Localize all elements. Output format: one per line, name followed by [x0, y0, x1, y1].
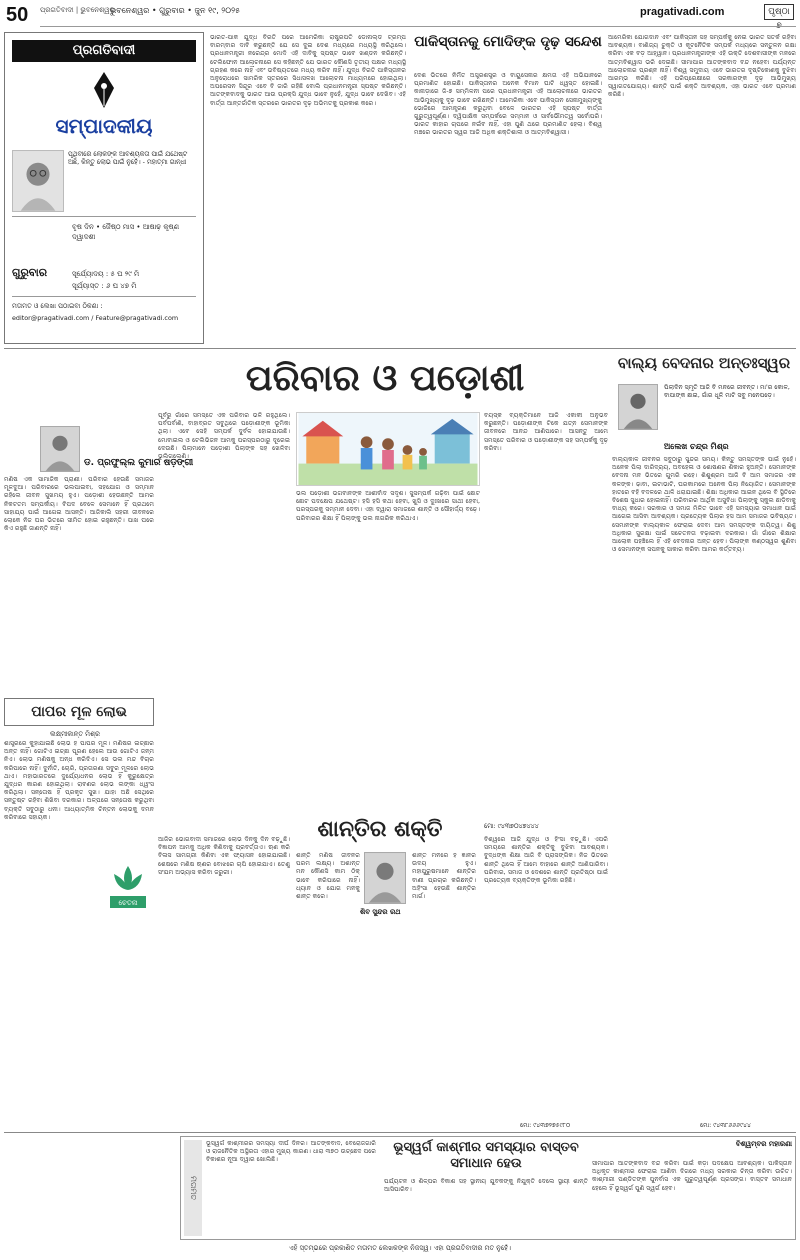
- divider: [40, 26, 796, 27]
- editorial-column-2: ଦେଶ ଭିତରେ ନିର୍ମିତ ଅସ୍ତ୍ରଶସ୍ତ୍ର ଓ ବାୟୁସେନାର କ୍ଷମତା ଏହି ଅଭିଯାନରେ ପ୍ରମାଣିତ ହୋଇଛି। ପାକିସ୍ତାନର ଅନେକ ବିମାନ ଘାଟି ଧ୍ୱସ୍ତ ହୋଇଛି। କାନାଡ଼ାରେ ଜି-୭ ସମ୍ମିଳନୀ ପରେ ପ୍ରଧାନମନ୍ତ୍ରୀ ଏହି ଆଲୋଚନାରେ ଭାରତର ଆଭିମୁଖ୍ୟକୁ ଦୃଢ଼ ଭାବେ ରଖିଛନ୍ତି। ଆମେରିକା ଏବେ ପାକିସ୍ତାନ ସେନାମୁଖ୍ୟଙ୍କୁ ଭୋଜିରେ ଆମନ୍ତ୍ରଣ କରୁଥିବା ବେଳେ ଭାରତର ଏହି ସ୍ପଷ୍ଟ ବାର୍ତ୍ତା ଗୁରୁତ୍ୱପୂର୍ଣ୍ଣ। ଦ୍ୱିପାକ୍ଷିକ ସମ୍ପର୍କରେ ସମ୍ମାନ ଓ ସାର୍ବଭୌମତ୍ୱ ସର୍ବୋପରି। ଭାରତ କାହାର ଚାପରେ ନଇଁବ ନାହିଁ, ଏହା ପୁଣି ଥରେ ପ୍ରମାଣିତ ହେଲା। ବିଶ୍ୱ ମଞ୍ଚରେ ଭାରତର ସ୍ୱର ଆଜି ଅଧିକ ଶକ୍ତିଶାଳୀ ଓ ଆତ୍ମବିଶ୍ୱାସୀ।: [414, 72, 602, 137]
- family-illustration: [296, 412, 480, 486]
- author-photo: [364, 852, 406, 904]
- author-name: ଡ. ପ୍ରଫୁଲ୍ଲ କୁମାର ଷଡ଼ଙ୍ଗୀ: [84, 458, 194, 468]
- divider: [12, 296, 196, 297]
- contact-label: ମତାମତ ଓ ଲେଖା ପଠାଇବା ଠିକଣା :: [12, 302, 103, 310]
- gandhi-portrait: [12, 150, 64, 212]
- opinion-author: ବିଶ୍ୱମ୍ବର ମହାରଣା: [735, 1140, 792, 1148]
- lotus-label: ଚେତନା: [118, 899, 138, 907]
- author-photo: [40, 426, 80, 472]
- family-column-4: ବୟସ୍କ ବ୍ୟକ୍ତିମାନେ ଆଜି ଏକାକୀ ଅନୁଭବ କରୁଛନ୍ତି। ପଡ଼ୋଶୀଙ୍କ ଟିକେ ଯତ୍ନ ସେମାନଙ୍କ ଜୀବନରେ ଆନନ୍ଦ ଆଣିପାରେ। ଆସନ୍ତୁ ଆମେ ସମସ୍ତେ ପରିବାର ଓ ପଡ଼ୋଶୀଙ୍କ ସହ ସମ୍ପର୍କକୁ ଦୃଢ଼ କରିବା।: [484, 412, 608, 452]
- greed-column-2: ଆଜିର ଭୋଗବାଦୀ ସମାଜରେ ଲୋଭ ଦିନକୁ ଦିନ ବଢ଼ୁଛି। ବିଜ୍ଞାପନ ଆମକୁ ଅଧିକ କିଣିବାକୁ ପ୍ରବର୍ତ୍ତାଏ। ଋଣ କରି ବିଳାସ ସାମଗ୍ରୀ କିଣିବା ଏକ ଫ୍ୟାସନ ହୋଇଯାଇଛି। ଶେଷରେ ମଣିଷ ଋଣର ବୋଝରେ ଚାପି ହୋଇଯାଏ। ତେଣୁ ସଂଯମ ଅଭ୍ୟାସ କରିବା ଜରୁରୀ।: [158, 836, 290, 876]
- author-name: ଶିବ ସୁନ୍ଦର ରଥ: [360, 908, 401, 916]
- anniversary-badge: 50: [6, 4, 29, 26]
- site-url[interactable]: pragativadi.com: [640, 6, 725, 18]
- editorial-headline: ପାକିସ୍ତାନକୁ ମୋଦିଙ୍କ ଦୃଢ଼ ସନ୍ଦେଶ: [414, 34, 602, 50]
- color-registration-bar: [0, 1254, 800, 1260]
- opinion-column-2: ପର୍ଯ୍ୟଟନ ଓ ଶିଳ୍ପର ବିକାଶ ସହ ସ୍ଥାନୀୟ ଯୁବକଙ୍କୁ ନିଯୁକ୍ତି ଦେଲେ ସ୍ଥାୟୀ ଶାନ୍ତି ଆସିପାରିବ।: [384, 1178, 588, 1194]
- peace-column-1: ଶାନ୍ତି ମଣିଷ ଜୀବନର ପରମ ଲକ୍ଷ୍ୟ। ଅଶାନ୍ତ ମନ କୌଣସି କାମ ଠିକ୍ ଭାବେ କରିପାରେ ନାହିଁ। ଧ୍ୟାନ ଓ ଯୋଗ ମନକୁ ଶାନ୍ତ କରେ।: [296, 852, 360, 901]
- divider: [12, 216, 196, 217]
- childhood-poem: ପିଲାଦିନ ସ୍ମୃତି ଆଜି ବି ମନରେ ଜୀବନ୍ତ। ମା'ର କୋଳ, ବାପାଙ୍କ ଛାଇ, ଗାଁର ଧୂଳି ମାଟି ସବୁ ମନେପଡ଼େ।: [664, 384, 790, 400]
- lotus-icon: [108, 860, 148, 910]
- author-contact: ମୋ: ୯୪୩୭୦୪୭୪୪୪: [484, 822, 539, 830]
- disclaimer: ଏହି ସ୍ତମ୍ଭରେ ପ୍ରକାଶିତ ମତାମତ ଲେଖକଙ୍କ ନିଜସ୍ୱ। ଏହା ପ୍ରଗତିବାଦୀର ମତ ନୁହେଁ।: [289, 1244, 511, 1252]
- peace-column-3: ବିଶ୍ୱରେ ଆଜି ଯୁଦ୍ଧ ଓ ହିଂସା ବଢ଼ୁଛି। ଏପରି ସମୟରେ ଶାନ୍ତିର ଶକ୍ତିକୁ ବୁଝିବା ଆବଶ୍ୟକ। ବୁଦ୍ଧଙ୍କ ଶିକ୍ଷା ଆଜି ବି ପ୍ରାସଙ୍ଗିକ। ନିଜ ଭିତରେ ଶାନ୍ତି ଥିଲେ ହିଁ ଆମେ ବାହାରେ ଶାନ୍ତି ଆଣିପାରିବା। ପରିବାର, ସମାଜ ଓ ଦେଶରେ ଶାନ୍ତି ପ୍ରତିଷ୍ଠା ପାଇଁ ପ୍ରତ୍ୟେକ ବ୍ୟକ୍ତିଙ୍କ ଭୂମିକା ରହିଛି।: [484, 836, 608, 885]
- article-headline-childhood: ବାଲ୍ୟ ବେଦନାର ଅନ୍ତଃସ୍ୱର: [617, 354, 791, 372]
- family-column-2: ପୂର୍ବରୁ ଗାଁରେ ସମସ୍ତେ ଏକ ପରିବାର ଭଳି ରହୁଥିଲେ। ପର୍ବପର୍ବାଣି, ବାହାବ୍ରତ ସବୁଥିରେ ପଡ଼ୋଶୀଙ୍କ ଭୂମିକା ଥିଲା। ଏବେ ସେହି ସମ୍ପର୍କ ଦୁର୍ବଳ ହୋଇଯାଉଛି। ମୋବାଇଲ ଓ ଟେଲିଭିଜନ ଆମକୁ ପରସ୍ପରଠାରୁ ଦୂରେଇ ଦେଉଛି। ପିଲାମାନେ ପଡ଼ୋଶୀ ପିଲାଙ୍କ ସହ ଖେଳିବା ଭୁଲିଗଲେଣି।: [158, 412, 290, 461]
- author-name: ଲକ୍ଷ୍ମୀକାନ୍ତ ମିଶ୍ର: [50, 730, 100, 738]
- article-headline-family: ପରିବାର ଓ ପଡ଼ୋଶୀ: [245, 358, 525, 399]
- pen-nib-icon: [90, 70, 118, 110]
- newspaper-logo: ପ୍ରଗତିବାଦୀ: [12, 40, 196, 62]
- editorial-column-3: ଆମେରିକା ଯୋଗଦାନ ଏବଂ ପାକିସ୍ତାନ ସହ ସମ୍ପର୍କକୁ ନେଇ ଭାରତ ସତର୍କ ରହିବା ଆବଶ୍ୟକ। ବାଣିଜ୍ୟ ଚୁକ୍ତି ଓ କୂଟନୈତିକ ସମ୍ପର୍କ ମଧ୍ୟରେ ସନ୍ତୁଳନ ରକ୍ଷା କରିବା ଏକ ବଡ଼ ଆହ୍ୱାନ। ପ୍ରଧାନମନ୍ତ୍ରୀଙ୍କ ଏହି ଉକ୍ତି ଦେଶବାସୀଙ୍କ ମନରେ ଆତ୍ମବିଶ୍ୱାସ ଭରି ଦେଇଛି। ସୀମାପାର ଆତଙ୍କବାଦ ବନ୍ଦ ନହେବା ପର୍ଯ୍ୟନ୍ତ ଆଲୋଚନାର ପ୍ରଶ୍ନ ନାହିଁ। ବିଶ୍ୱ ସମୁଦାୟ ଏବେ ଭାରତର ଦୃଷ୍ଟିକୋଣକୁ ବୁଝିବା ଆରମ୍ଭ କରିଛି। ଏହି ପରିପ୍ରେକ୍ଷୀରେ ସରକାରଙ୍କ ଦୃଢ଼ ଆଭିମୁଖ୍ୟ ସ୍ୱାଗତଯୋଗ୍ୟ। ଶାନ୍ତି ପାଇଁ ଶକ୍ତି ଆବଶ୍ୟକ, ଏହା ଭାରତ ଏବେ ପ୍ରମାଣ କରିଛି।: [608, 34, 796, 99]
- family-column-1: ମଣିଷ ଏକ ସାମାଜିକ ପ୍ରାଣୀ। ପରିବାର ହେଉଛି ସମାଜର ମୂଳଦୁଆ। ପରିବାରରେ ଭଲପାଇବା, ସହଯୋଗ ଓ ସମ୍ମାନ ରହିଲେ ଜୀବନ ସୁଖମୟ ହୁଏ। ପଡ଼ୋଶୀ ହେଉଛନ୍ତି ଆମର ନିକଟତମ ସମ୍ପର୍କୀୟ। ବିପଦ ବେଳେ ସେମାନେ ହିଁ ପ୍ରଥମେ ସାହାଯ୍ୟ ପାଇଁ ଆଗେଇ ଆସନ୍ତି। ଆଜିକାଲି ସହରୀ ଜୀବନରେ ଲୋକେ ନିଜ ଘର ଭିତରେ ସୀମିତ ହୋଇ ରହୁଛନ୍ତି। ପାଖ ଘରେ କିଏ ରହୁଛି ଜାଣନ୍ତି ନାହିଁ।: [4, 476, 154, 533]
- author-photo: [618, 384, 658, 430]
- dateline: ଭୁବନେଶ୍ୱର • ଗୁରୁବାର • ଜୁନ ୧୯, ୨୦୨୫: [110, 6, 241, 15]
- opinion-column-1: ଭୂସ୍ୱର୍ଗ କାଶ୍ମୀରର ସମସ୍ୟା ଦୀର୍ଘ ଦିନର। ଆତଙ୍କବାଦ, ବେରୋଜଗାରି ଓ ରାଜନୈତିକ ଅସ୍ଥିରତା ଏହାର ମୁଖ୍ୟ କାରଣ। ଧାରା ୩୭୦ ଉଚ୍ଛେଦ ପରେ ବିକାଶର ନୂଆ ଦ୍ୱାର ଖୋଲିଛି।: [206, 1140, 376, 1164]
- divider: [4, 348, 796, 349]
- brand-tagline: ପ୍ରଗତିବାଦୀ | ଭୁବନେଶ୍ୱର: [40, 6, 115, 14]
- childhood-column: ବାଲ୍ୟକାଳ ଜୀବନର ସବୁଠାରୁ ସୁନ୍ଦର ସମୟ। କିନ୍ତୁ ସମସ୍ତଙ୍କ ପାଇଁ ନୁହେଁ। ଅନେକ ପିଲା ଦାରିଦ୍ର୍ୟ, ଅବହେଳା ଓ ଶୋଷଣର ଶିକାର ହୁଅନ୍ତି। ସେମାନଙ୍କ ବେଦନା ମନ ଭିତରେ ଗୁମରି ରହେ। ଶିଶୁଶ୍ରମ ଆଜି ବି ଆମ ସମାଜର ଏକ କଳଙ୍କ। ଢାବା, ଇଟାଭାଟି, ଘରକାମରେ ଅନେକ ପିଲା ନିୟୋଜିତ। ସେମାନଙ୍କ ହାତରେ ବହି ବଦଳରେ ଥାଳି ଧରାଯାଇଛି। ଶିକ୍ଷା ଅଧିକାର ଆଇନ ଥିଲେ ବି ସ୍ଥିତିରେ ବିଶେଷ ସୁଧାର ହୋଇନାହିଁ। ପରିବାରର ଆର୍ଥିକ ଅସୁବିଧା ପିଲାଙ୍କୁ ସ୍କୁଲ ଛାଡ଼ିବାକୁ ବାଧ୍ୟ କରେ। ସରକାର ଓ ସମାଜ ମିଳିତ ଭାବେ ଏହି ସମସ୍ୟାର ସମାଧାନ ପାଇଁ ଆଗେଇ ଆସିବା ଆବଶ୍ୟକ। ପ୍ରତ୍ୟେକ ପିଲାର ହସ ଆମ ସମାଜର ଭବିଷ୍ୟତ। ସେମାନଙ୍କ ବାଲ୍ୟକାଳ ଫେରାଇ ଦେବା ଆମ ସମସ୍ତଙ୍କ ଦାୟିତ୍ୱ। ଶିଶୁ ଅଧିକାର ସୁରକ୍ଷା ପାଇଁ ସଚେତନତା ବଢ଼ାଇବା ଦରକାର। ଗାଁ ଗାଁରେ ଶିକ୍ଷାର ଆଲୋକ ପହଞ୍ଚିଲେ ହିଁ ଏହି ବେଦନାର ଅନ୍ତ ହେବ। ପିଲାଙ୍କ କଣ୍ଠସ୍ୱର ଶୁଣିବା ଓ ସେମାନଙ୍କ ସପନକୁ ସାକାର କରିବା ଆମର କର୍ତ୍ତବ୍ୟ।: [612, 456, 796, 554]
- author-contact: ମୋ: ୯୪୩୭୨୭୫୯୮୦: [520, 1122, 571, 1129]
- family-column-3: ଭଲ ପଡ଼ୋଶୀ ଭଗବାନଙ୍କ ଆଶୀର୍ବାଦ ସଦୃଶ। ସୁସମ୍ପର୍କ ଗଢ଼ିବା ପାଇଁ ଛୋଟ ଛୋଟ ପଦକ୍ଷେପ ଯଥେଷ୍ଟ। ହସି ହସି କଥା ହେବା, ଖୁସି ଓ ଦୁଃଖରେ ସାଥୀ ହେବା, ପରସ୍ପରକୁ ସମ୍ମାନ ଦେବା। ଏହା ଦ୍ୱାରା ସମାଜରେ ଶାନ୍ତି ଓ ସୌହାର୍ଦ୍ଦ୍ୟ ବଢ଼େ। ପରିବାରର ଶିକ୍ଷା ହିଁ ପିଲାଙ୍କୁ ଭଲ ନାଗରିକ କରିଥାଏ।: [296, 490, 480, 522]
- odia-calendar: ବୃଷ ଦିନ • ଜୈଷ୍ଠ ମାସ • ଆଷାଢ଼ କୃଷ୍ଣ ଦ୍ୱାଦଶୀ: [72, 223, 180, 241]
- contact-email[interactable]: editor@pragativadi.com / Feature@pragativadi.com: [12, 314, 179, 322]
- opinion-headline: ଭୂସ୍ୱର୍ଗ କାଶ୍ମୀର ସମସ୍ୟାର ବାସ୍ତବ ସମାଧାନ ହେଉ: [393, 1140, 579, 1171]
- page-number: ପୃଷ୍ଠା: [764, 4, 794, 20]
- article-headline-peace: ଶାନ୍ତିର ଶକ୍ତି: [317, 817, 443, 842]
- opinion-tab: ମତାମତ: [184, 1140, 202, 1236]
- sunset-time: ସୂର୍ଯ୍ୟାସ୍ତ : ୬ ଘ ୪୭ ମି: [72, 282, 137, 290]
- editorial-column-1: ଭାରତ-ପାକ ଯୁଦ୍ଧ ବିରତି ପରେ ଆମେରିକା ରାଷ୍ଟ୍ରପତି ଡୋନାଲ୍ଡ ଟ୍ରମ୍ପ ବାରମ୍ବାର ଦାବି କରୁଛନ୍ତି ଯେ ସେ ଦୁଇ ଦେଶ ମଧ୍ୟରେ ମଧ୍ୟସ୍ଥି କରିଥିଲେ। ପ୍ରଧାନମନ୍ତ୍ରୀ ନରେନ୍ଦ୍ର ମୋଦି ଏହି ଦାବିକୁ ସ୍ପଷ୍ଟ ଭାବେ ଖଣ୍ଡନ କରିଛନ୍ତି। ଟେଲିଫୋନ ଆଲୋଚନାରେ ସେ କହିଛନ୍ତି ଯେ ଭାରତ କୌଣସି ତୃତୀୟ ପକ୍ଷର ମଧ୍ୟସ୍ଥି ଗ୍ରହଣ କରେ ନାହିଁ ଏବଂ ଭବିଷ୍ୟତରେ ମଧ୍ୟ କରିବ ନାହିଁ। ଯୁଦ୍ଧ ବିରତି ପାକିସ୍ତାନର ଅନୁରୋଧରେ ସାମରିକ ସ୍ତରରେ ସିଧାସଳଖ ଆଲୋଚନା ମାଧ୍ୟମରେ ହୋଇଥିଲା। ଅପରେସନ ସିନ୍ଦୂର ଏବେ ବି ଜାରି ରହିଛି ବୋଲି ପ୍ରଧାନମନ୍ତ୍ରୀ ସ୍ପଷ୍ଟ କରିଛନ୍ତି। ଆତଙ୍କବାଦକୁ ଭାରତ ଆଉ ପ୍ରକ୍ସି ଯୁଦ୍ଧ ଭାବେ ନୁହେଁ, ଯୁଦ୍ଧ ଭାବେ ଦେଖିବ। ଏହି ବାର୍ତ୍ତା ଆନ୍ତର୍ଜାତିକ ସ୍ତରରେ ଭାରତର ଦୃଢ଼ ଅଭିମତକୁ ପ୍ରକାଶ କରେ।: [210, 34, 406, 107]
- author-contact: ମୋ: ୯୪୩୮୬୬୬୯୪୪: [700, 1122, 751, 1129]
- divider: [4, 1132, 796, 1133]
- section-title: ସମ୍ପାଦକୀୟ: [55, 114, 153, 138]
- opinion-column-3: ସୀମାପାର ଆତଙ୍କବାଦ ବନ୍ଦ କରିବା ପାଇଁ କଡ଼ା ପଦକ୍ଷେପ ଆବଶ୍ୟକ। ପାକିସ୍ତାନ ଅଧିକୃତ କାଶ୍ମୀର ଫେରାଇ ଆଣିବା ଦିଗରେ ମଧ୍ୟ ସରକାର ଚିନ୍ତା କରିବା ଉଚିତ। କାଶ୍ମୀରୀ ପଣ୍ଡିତଙ୍କ ପୁନର୍ବାସ ଏକ ଗୁରୁତ୍ୱପୂର୍ଣ୍ଣ ପ୍ରସଙ୍ଗ। ବାସ୍ତବ ସମାଧାନ ହେଲେ ହିଁ ଭୂସ୍ୱର୍ଗ ପୁଣି ସ୍ୱର୍ଗ ହେବ।: [592, 1160, 792, 1192]
- gandhi-quote: ପୃଥିବୀରେ ଲୋକଙ୍କ ଆବଶ୍ୟକତା ପାଇଁ ଯଥେଷ୍ଟ ଅଛି, କିନ୍ତୁ ଲୋଭ ପାଇଁ ନୁହେଁ। - ମହାତ୍ମା ଗାନ୍ଧୀ: [68, 150, 188, 167]
- sunrise-time: ସୂର୍ଯ୍ୟୋଦୟ : ୫ ଘ ୨୯ ମି: [72, 270, 140, 278]
- greed-column-1: ଶାସ୍ତ୍ରରେ କୁହାଯାଇଛି ଲୋଭ ହିଁ ପାପର ମୂଳ। ମଣିଷର ଇଚ୍ଛାର ଅନ୍ତ ନାହିଁ। ଗୋଟିଏ ଇଚ୍ଛା ପୂରଣ ହେଲେ ଆଉ ଗୋଟିଏ ଜନ୍ମ ନିଏ। ଲୋଭ ମଣିଷକୁ ଅନ୍ଧ କରିଦିଏ। ସେ ଭଲ ମନ୍ଦ ବିଚାର କରିପାରେ ନାହିଁ। ଦୁର୍ନୀତି, ଚୋରି, ପ୍ରତାରଣା ସବୁର ମୂଳରେ ଲୋଭ ଥାଏ। ମହାଭାରତରେ ଦୁର୍ଯ୍ୟୋଧନର ଲୋଭ ହିଁ କୁରୁକ୍ଷେତ୍ର ଯୁଦ୍ଧର କାରଣ ହୋଇଥିଲା। ରାବଣର ଲୋଭ ଲଙ୍କା ଧ୍ୱଂସ କରିଥିଲା। ସନ୍ତୋଷ ହିଁ ପ୍ରକୃତ ସୁଖ। ଯାହା ଅଛି ସେଥିରେ ସନ୍ତୁଷ୍ଟ ରହିବା ଶିଖିବା ଦରକାର। ଅଳ୍ପରେ ସନ୍ତୋଷ କରୁଥିବା ବ୍ୟକ୍ତି ସବୁଠାରୁ ଧନୀ। ଆଧ୍ୟାତ୍ମିକ ଚିନ୍ତନ ଲୋଭକୁ ଦମନ କରିବାରେ ସହାୟକ।: [4, 740, 154, 821]
- weekday: ଗୁରୁବାର: [12, 266, 48, 279]
- author-name: ଅଲେଖ ଚନ୍ଦ୍ର ମିଶ୍ର: [664, 442, 729, 451]
- peace-column-2: ଶାନ୍ତ ମନରେ ହିଁ ଜ୍ଞାନର ଉଦୟ ହୁଏ। ମହାପୁରୁଷମାନେ ଶାନ୍ତିର ବାଣୀ ପ୍ରଚାର କରିଛନ୍ତି। ଅହିଂସା ହେଉଛି ଶାନ୍ତିର ମାର୍ଗ।: [412, 852, 476, 901]
- article-headline-greed: ପାପର ମୂଳ ଲୋଭ: [31, 704, 127, 720]
